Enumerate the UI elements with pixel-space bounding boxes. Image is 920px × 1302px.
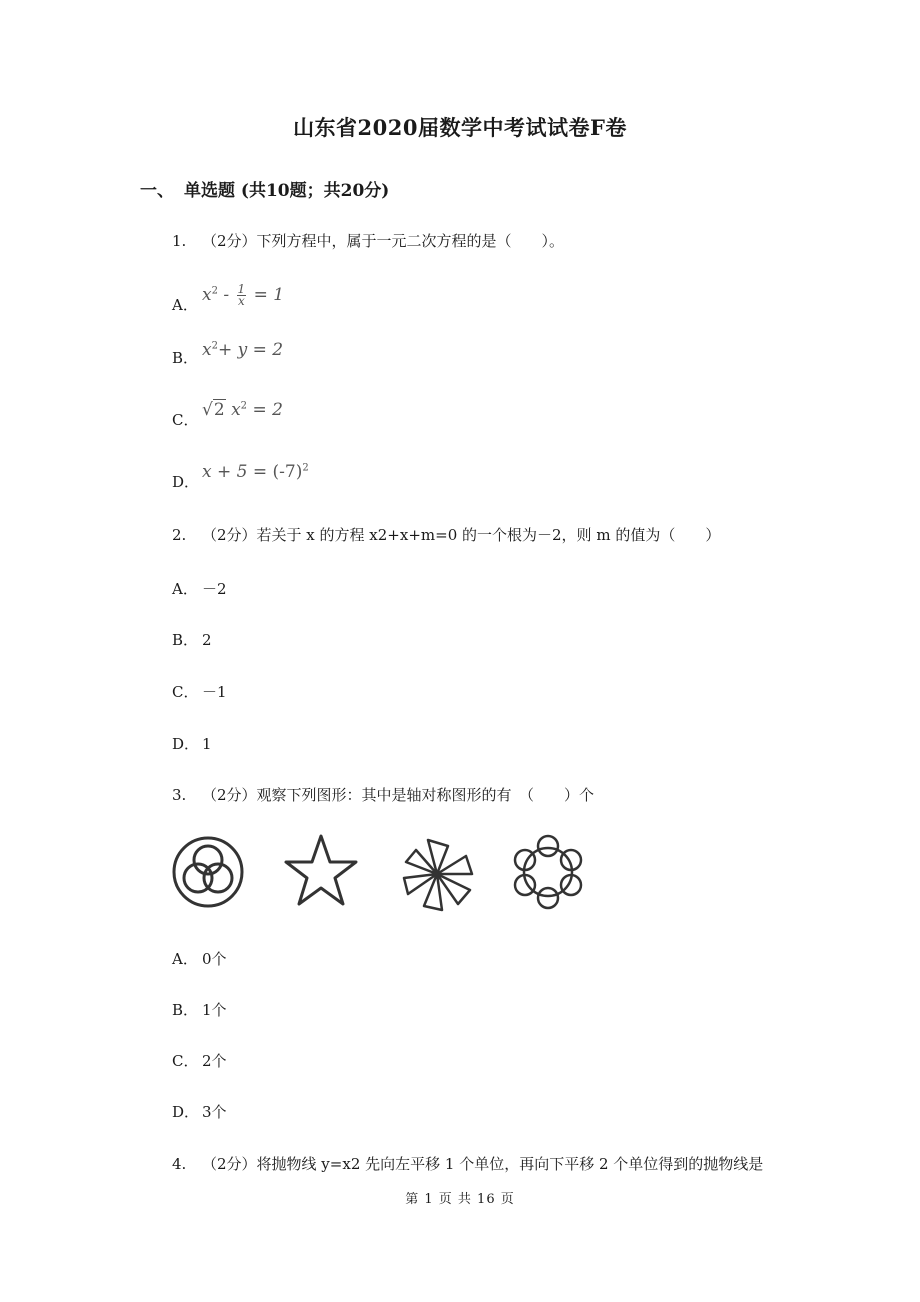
option-value: 1 <box>202 735 212 753</box>
question-4 <box>172 1153 763 1174</box>
q1-option-a[interactable] <box>172 294 202 315</box>
three-circles-figure <box>174 838 242 906</box>
question-text: （2分）观察下列图形：其中是轴对称图形的有 （ ）个 <box>202 786 595 804</box>
page-title: 山东省2020届数学中考试试卷F卷 <box>293 115 627 140</box>
question-number: 4. <box>172 1155 187 1173</box>
symmetry-figures <box>170 826 600 918</box>
page-footer: 第 1 页 共 16 页 <box>405 1192 515 1207</box>
question-text: （2分）将抛物线 y=x2 先向左平移 1 个单位，再向下平移 2 个单位得到的抛物线是 <box>202 1155 764 1173</box>
question-number: 3. <box>172 786 187 804</box>
q1-option-d[interactable] <box>172 471 202 492</box>
q2-option-a[interactable] <box>172 578 227 599</box>
section-heading <box>140 176 389 201</box>
option-value: －1 <box>202 683 227 701</box>
option-label: C． <box>172 411 199 429</box>
q3-option-b[interactable] <box>172 999 227 1020</box>
option-value: 0个 <box>202 950 227 968</box>
option-label: A． <box>172 950 198 968</box>
question-number: 1. <box>172 232 187 250</box>
option-label: B． <box>172 1001 199 1019</box>
q3-option-c[interactable] <box>172 1050 227 1071</box>
q1-option-b-formula: $x^2+ y = 2$ <box>202 340 284 360</box>
q2-option-c[interactable] <box>172 681 227 702</box>
option-label: A． <box>172 580 198 598</box>
question-2 <box>172 524 720 545</box>
option-label: D． <box>172 735 200 753</box>
option-label: D． <box>172 1103 200 1121</box>
star-figure <box>286 836 356 904</box>
option-value: 2个 <box>202 1052 227 1070</box>
q2-option-b[interactable] <box>172 629 212 650</box>
q1-option-c-formula: √2 $x^2 = 2$ <box>202 400 283 420</box>
flower-figure <box>515 836 581 908</box>
question-number: 2. <box>172 526 187 544</box>
q1-option-a-formula: $x^2$ - $\frac{1}{x}$ = 1 <box>202 282 285 308</box>
pinwheel-figure <box>404 840 472 910</box>
option-value: 1个 <box>202 1001 227 1019</box>
option-label: C． <box>172 1052 199 1070</box>
option-label: D． <box>172 473 200 491</box>
section-number: 一、 <box>140 181 174 201</box>
option-value: －2 <box>202 580 227 598</box>
question-1 <box>172 230 564 251</box>
q1-option-d-formula: $x + 5 = (-7)^2$ <box>202 462 309 482</box>
q2-option-d[interactable] <box>172 733 212 754</box>
option-value: 3个 <box>202 1103 227 1121</box>
option-value: 2 <box>202 631 212 649</box>
q1-option-b[interactable] <box>172 347 202 368</box>
option-label: C． <box>172 683 199 701</box>
option-label: B． <box>172 349 199 367</box>
q3-option-a[interactable] <box>172 948 227 969</box>
question-text: （2分）若关于 x 的方程 x2+x+m=0 的一个根为－2，则 m 的值为（ ） <box>202 526 721 544</box>
q1-option-c[interactable] <box>172 409 202 430</box>
option-label: A． <box>172 296 198 314</box>
question-3 <box>172 784 594 805</box>
q3-option-d[interactable] <box>172 1101 227 1122</box>
section-label: 单选题 (共10题；共20分) <box>184 181 390 201</box>
option-label: B． <box>172 631 199 649</box>
question-text: （2分）下列方程中，属于一元二次方程的是（ ）。 <box>202 232 565 250</box>
